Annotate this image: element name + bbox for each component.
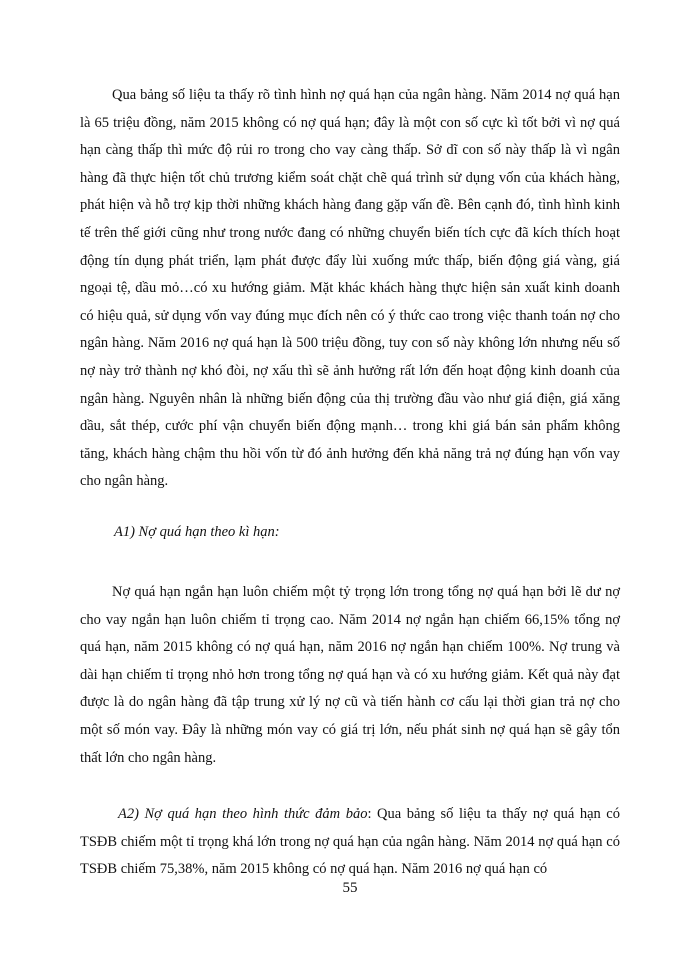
paragraph-overdue-by-collateral xyxy=(80,801,620,884)
heading-a1-overdue-by-term: A1) Nợ quá hạn theo kì hạn: xyxy=(114,524,280,540)
paragraph-overdue-debt-overview: Qua bảng số liệu ta thấy rõ tình hình nợ quá hạn của ngân hàng. Năm 2014 nợ quá hạn là 65 triệu đồng, năm 2015 không có nợ quá hạn; đây là một con số cực kì tốt bởi vì nợ quá hạn càng thấp thì mức độ rủi ro trong cho vay càng thấp. Sở dĩ con số này thấp là vì ngân hàng đã thực hiện tốt chủ trương kiểm soát chặt chẽ quá trình sử dụng vốn của khách hàng, phát hiện và hỗ trợ kịp thời những khách hàng đang gặp vấn đề. Bên cạnh đó, tình hình kinh tế trên thế giới cũng như trong nước đang có những chuyển biến tích cực đã kích thích hoạt động tín dụng phát triển, lạm phát được đẩy lùi xuống mức thấp, biến động giá vàng, giá ngoại tệ, dầu mỏ…có xu hướng giảm. Mặt khác khách hàng thực hiện sản xuất kinh doanh có hiệu quả, sử dụng vốn vay đúng mục đích nên có ý thức cao trong việc thanh toán nợ cho ngân hàng. Năm 2016 nợ quá hạn là 500 triệu đồng, tuy con số này không lớn nhưng nếu số nợ này trở thành nợ khó đòi, nợ xấu thì sẽ ảnh hưởng rất lớn đến hoạt động kinh doanh của ngân hàng. Nguyên nhân là những biến động của thị trường đầu vào như giá điện, giá xăng dầu, sắt thép, cước phí vận chuyển biến động mạnh… trong khi giá bán sản phẩm không tăng, khách hàng chậm thu hồi vốn từ đó ảnh hưởng đến khả năng trả nợ đúng hạn vốn vay cho ngân hàng. xyxy=(80,87,620,490)
paragraph-a2-body: : Qua bảng số liệu ta thấy nợ quá hạn có TSĐB chiếm một tỉ trọng khá lớn trong nợ quá hạn của ngân hàng. Năm 2014 nợ quá hạn có TSĐB chiếm 75,38%, năm 2015 không có nợ quá hạn. Năm 2016 nợ quá hạn có xyxy=(80,806,620,878)
paragraph-overdue-by-term: Nợ quá hạn ngắn hạn luôn chiếm một tỷ trọng lớn trong tổng nợ quá hạn bởi lẽ dư nợ cho vay ngắn hạn luôn chiếm tỉ trọng cao. Năm 2014 nợ ngắn hạn chiếm 66,15% tổng nợ quá hạn, năm 2015 không có nợ quá hạn, năm 2016 nợ ngắn hạn chiếm 100%. Nợ trung và dài hạn chiếm tỉ trọng nhỏ hơn trong tổng nợ quá hạn và có xu hướng giảm. Kết quả này đạt được là do ngân hàng đã tập trung xử lý nợ cũ và tiến hành cơ cấu lại thời gian trả nợ cho một số món vay. Đây là những món vay có giá trị lớn, nếu phát sinh nợ quá hạn sẽ gây tổn thất lớn cho ngân hàng. xyxy=(80,584,620,766)
heading-a2-overdue-by-collateral: A2) Nợ quá hạn theo hình thức đảm bảo xyxy=(118,806,368,822)
page-number: 55 xyxy=(342,880,358,896)
